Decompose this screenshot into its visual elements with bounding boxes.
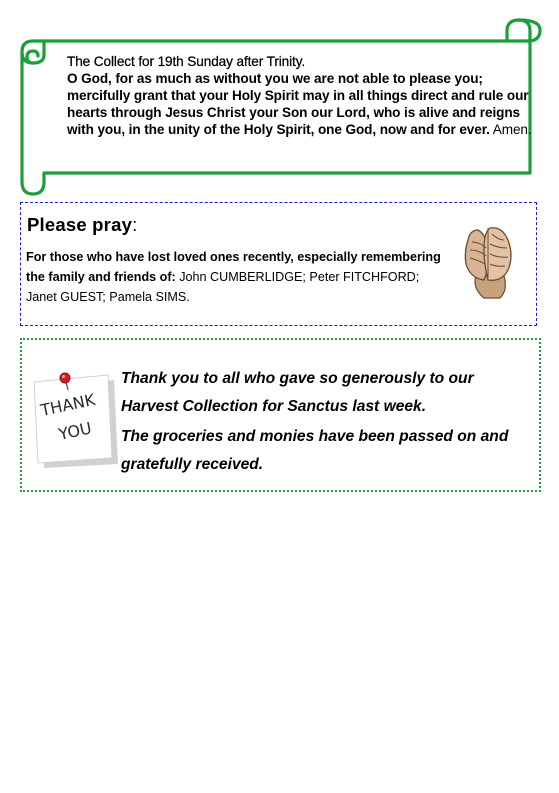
note-text-thank: THANK [38,389,97,420]
praying-hands-icon [454,220,522,300]
please-pray-box [20,202,537,326]
thank-you-paragraph-1: Thank you to all who gave so generously to our Harvest Collection for Sanctus last week. [121,370,474,415]
thank-you-paragraph-2: The groceries and monies have been passed on and gratefully received. [121,428,509,473]
collect-title: The Collect for 19th Sunday after Trinity. [67,54,306,69]
please-pray-names: John CUMBERLIDGE; Peter FITCHFORD; Janet GUEST; Pamela SIMS. [26,270,420,304]
note-text-you: YOU [56,418,94,444]
please-pray-heading [27,214,137,236]
thank-you-note-icon [30,368,120,470]
thank-you-text [121,365,531,481]
please-pray-heading-colon: : [132,214,138,235]
collect-prayer: O God, for as much as without you we are not able to please you; mercifully grant that your Holy Spirit may in all things direct and rule our hearts through Jesus Christ your Son our Lord, who is alive and reigns with you, in the unity of the Holy Spirit, one God, now and for ever. [67,71,529,137]
please-pray-text [26,247,446,307]
collect-amen: Amen. [492,122,532,137]
collect-text-block [67,53,535,138]
please-pray-heading-text: Please pray [27,214,133,235]
please-pray-lead: For those who have lost loved ones recently, especially remembering the family and friends of: [26,250,441,284]
thank-you-box [20,338,541,492]
